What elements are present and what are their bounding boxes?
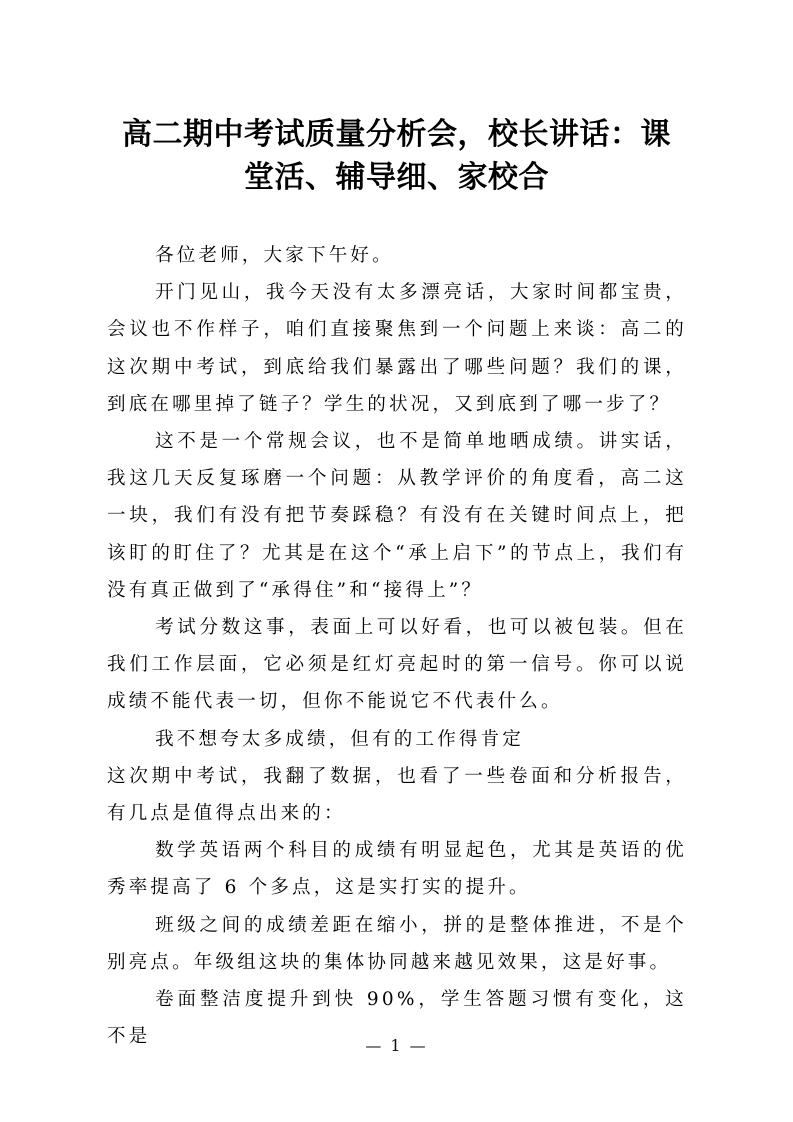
title-line-2: 堂活、辅导细、家校合 bbox=[244, 160, 549, 195]
paragraph-class-gap: 班级之间的成绩差距在缩小，拼的是整体推进，不是个别亮点。年级组这块的集体协同越来越见效果，这是好事。 bbox=[107, 914, 687, 973]
paragraph-meeting-purpose: 这不是一个常规会议，也不是简单地晒成绩。讲实话，我这几天反复琢磨一个问题：从教学评价的角度看，高二这一块，我们有没有把节奏踩稳？有没有在关键时间点上，把该盯的盯住了？尤其是在这个“承上启下”的节点上，我们有没有真正做到了“承得住”和“接得上”？ bbox=[107, 431, 687, 601]
paragraph-data-review: 这次期中考试，我翻了数据，也看了一些卷面和分析报告，有几点是值得点出来的： bbox=[107, 765, 687, 825]
section-heading-achievements: 我不想夸太多成绩，但有的工作得肯定 bbox=[155, 728, 524, 750]
page-number: — 1 — bbox=[365, 1036, 428, 1055]
paragraph-greeting: 各位老师，大家下午好。 bbox=[155, 245, 394, 266]
paragraph-scores-signal: 考试分数这事，表面上可以好看，也可以被包装。但在我们工作层面，它必须是红灯亮起时的第一信号。你可以说成绩不能代表一切，但你不能说它不代表什么。 bbox=[107, 617, 687, 713]
title-line-1: 高二期中考试质量分析会，校长讲话：课 bbox=[122, 117, 671, 152]
paragraph-neatness: 卷面整洁度提升到快 90%，学生答题习惯有变化，这不是 bbox=[107, 989, 687, 1048]
document-title bbox=[100, 113, 693, 199]
document-body bbox=[107, 237, 687, 1055]
paragraph-math-english: 数学英语两个科目的成绩有明显起色，尤其是英语的优秀率提高了 6 个多点，这是实打实的提升。 bbox=[107, 840, 687, 899]
paragraph-opening: 开门见山，我今天没有太多漂亮话，大家时间都宝贵，会议也不作样子，咱们直接聚焦到一个问题上来谈：高二的这次期中考试，到底给我们暴露出了哪些问题？我们的课，到底在哪里掉了链子？学生的状况，又到底到了哪一步了？ bbox=[107, 282, 687, 415]
